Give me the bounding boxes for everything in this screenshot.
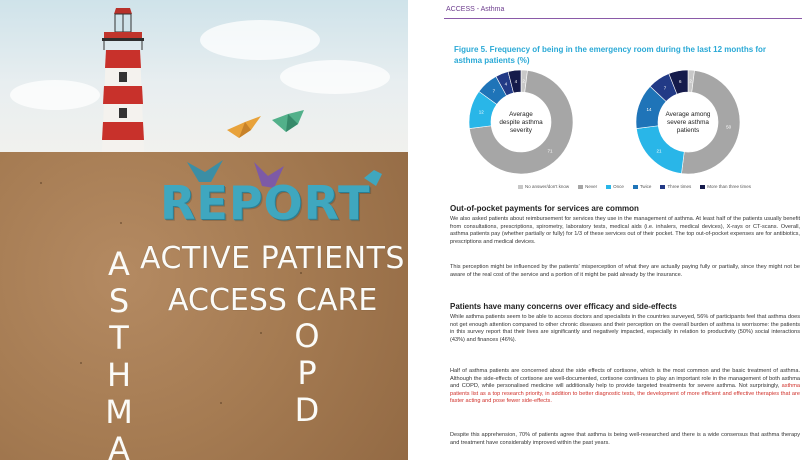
paragraph-payments-2: This perception might be influenced by the patients' misperception of what they are actually paying fully or partially, since they might not be aware of the real cost of the service and a portion of it might be paid already by the insurance. [450, 264, 800, 278]
lighthouse-icon [86, 6, 160, 152]
slice-value-label: 14 [646, 106, 652, 112]
legend-swatch [660, 185, 665, 189]
legend-item [606, 184, 624, 189]
legend-label: More than three times [707, 184, 751, 189]
figure-title: Figure 5. Frequency of being in the emergency room during the last 12 months for asthma patients (%) [454, 45, 767, 65]
slice-value-label: 21 [656, 148, 662, 154]
donut-charts [464, 66, 774, 186]
legend-item [633, 184, 652, 189]
paragraph-concerns-2: Half of asthma patients are concerned about the side effects of cortisone, which is the most common and the basic treatment of asthma. Although the side-effects of cortisone are well-documented, cortisone continues to play an important role in the management of both asthma and COPD, while personalised medicine will additionally help to provide targeted treatments for severe asthma. Not surprisingly, asthma patients list as a top research priority, in addition to better diagnostic tests, the development of more efficient and effective therapies that are faster acting and pose fewer side-effects. [450, 368, 800, 405]
legend-item [578, 184, 597, 189]
slice-value-label: 12 [478, 109, 484, 115]
legend-label: Three times [667, 184, 692, 189]
header-divider [444, 18, 802, 19]
bird-orange-icon [225, 112, 269, 142]
legend-item [660, 184, 691, 189]
copd-vertical: O P D [294, 317, 320, 429]
highlighted-text: asthma patients list as a top research priority, in addition to better diagnostic tests, the development of more efficient and effective therapies that are faster acting and pose fewer side-effects. [450, 383, 800, 405]
legend-swatch [518, 185, 523, 189]
section-title-payments: Out-of-pocket payments for services are common [450, 204, 639, 213]
section-title-concerns: Patients have many concerns over efficacy and side-effects [450, 302, 677, 311]
legend-label: Twice [639, 184, 652, 189]
legend-swatch [700, 185, 705, 189]
slice-value-label: 71 [547, 148, 553, 154]
slice-value-label: 50 [726, 124, 732, 130]
care-label: CARE [296, 283, 378, 318]
legend-label: Once [613, 184, 624, 189]
legend-label: No answer/don't know [525, 184, 570, 189]
donut-center-label: Average [509, 111, 533, 118]
bird-green-icon [270, 108, 310, 138]
slice-value-label: 7 [492, 88, 496, 94]
slice-value-label: 7 [663, 85, 667, 91]
document-page [408, 0, 810, 460]
chart-legend [518, 184, 810, 190]
donut-center-label: patients [676, 127, 700, 134]
slice-value-label: 6 [679, 79, 682, 85]
donut-center-label: severe asthma [667, 119, 709, 126]
legend-swatch [578, 185, 583, 189]
paragraph-concerns-3: Despite this apprehension, 70% of patients agree that asthma is being well-researched and there is a wide consensus that asthma therapy and treatment have considerably improved within the past years. [450, 432, 800, 446]
page-header: ACCESS - Asthma [446, 6, 505, 13]
donut-center-label: severity [509, 127, 533, 134]
legend-item [518, 184, 569, 189]
donut-center-label: despite asthma [499, 119, 543, 126]
sky-background [0, 0, 408, 152]
legend-item [700, 184, 751, 189]
slice-value-label: 4 [504, 81, 508, 87]
legend-label: Never [585, 184, 598, 189]
paragraph-payments-1: We also asked patients about reimbursement for services they use in the management of asthma. At least half of the patients usually benefit from consultations, prescriptions, spirometry, laboratory tests, medical aids (i.e. inhalers, medical devices), X-rays or CT-scans. Overall, asthma patients pay (whether partially or fully) for 1/3 of these services out of their pocket. The top out-of-pocket expenses are for antibiotics, prescriptions and medical devices. [450, 216, 800, 245]
asthma-vertical: A S T H M A [105, 245, 133, 460]
report-title: REPORT [160, 176, 371, 230]
paragraph-concerns-1: While asthma patients seem to be able to access doctors and specialists in the countries surveyed, 56% of participants feel that asthma does not get enough attention compared to other chronic diseases and their perception on the overall burden of asthma is worrisome: the patients in this survey report that their lives are significantly and negatively impacted, especially in relation to productivity (50%) social interactions (43%) and finances (46%). [450, 314, 800, 343]
legend-swatch [633, 185, 638, 189]
slice-value-label: 2 [522, 78, 525, 84]
slice-value-label: 4 [514, 78, 518, 84]
legend-swatch [606, 185, 611, 189]
active-patients-label: ACTIVE PATIENTS [140, 241, 405, 276]
slice-value-label: 2 [689, 78, 692, 84]
donut-center-label: Average among [665, 111, 711, 118]
access-label: ACCESS [168, 283, 287, 318]
